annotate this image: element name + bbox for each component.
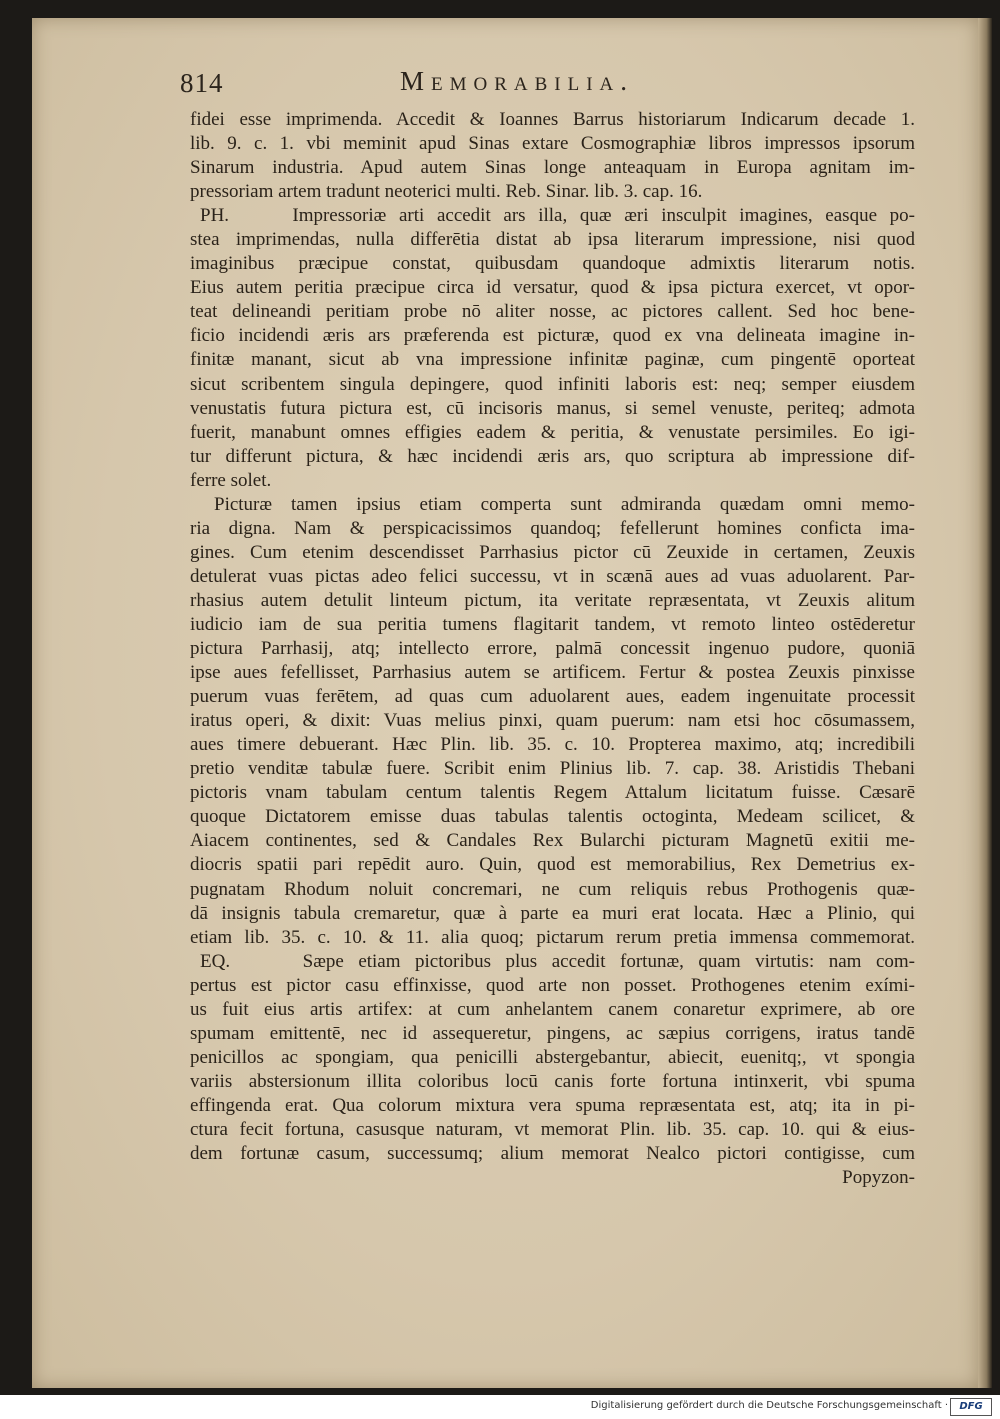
running-title: Memorabilia.	[400, 66, 635, 96]
text-line: pictura Parrhasij, atq; intellecto errore, palmā concessit ingenuo pudore, quoniā	[190, 638, 915, 660]
text-line: pretio venditæ tabulæ fuere. Scribit enim Plinius lib. 7. cap. 38. Aristidis Thebani	[190, 758, 915, 780]
text-line: imaginibus præcipue constat, quibusdam quandoque admixtis literarum notis.	[190, 253, 915, 275]
text-line: iudicio iam de sua peritia tumens flagitarit tandem, vt remoto linteo ostēderetur	[190, 613, 915, 635]
text-line: penicillos ac spongiam, qua penicilli abstergebantur, abiecit, euenitq;, vt spongia	[190, 1046, 915, 1068]
dfg-logo-icon: DFG	[950, 1398, 992, 1416]
text-line: us fuit eius artis artifex: at cum anhelantem canem conaretur exprimere, ab ore	[190, 998, 915, 1020]
text-line: EQ. Sæpe etiam pictoribus plus accedit fortunæ, quam virtutis: nam com-	[200, 950, 915, 972]
text-line: dā insignis tabula cremaretur, quæ à parte ea muri erat locata. Hæc a Plinio, qui	[190, 902, 915, 924]
text-line: teat delineandi peritiam probe nō aliter nosse, ac pictores callent. Sed hoc bene-	[190, 301, 915, 323]
text-line: stea imprimendas, nulla differētia distat ab ipsa literarum impressione, nisi quod	[190, 229, 915, 251]
funding-credit: Digitalisierung gefördert durch die Deutsche Forschungsgemeinschaft ·	[590, 1400, 948, 1411]
text-line: effingenda erat. Qua colorum mixtura vera spuma repræsentata est, atq; ita in pi-	[190, 1094, 915, 1116]
text-line: rhasius autem detulit linteum pictum, ita veritate repræsentata, vt Zeuxis alitum	[190, 589, 915, 611]
text-line: ipse aues fefellisset, Parrhasius autem se artificem. Fertur & postea Zeuxis pinxisse	[190, 662, 915, 684]
digitization-footer	[0, 1395, 1000, 1419]
text-line: ctura fecit fortuna, casusque naturam, vt memorat Plin. lib. 35. cap. 10. qui & eius-	[190, 1118, 915, 1140]
text-line: gines. Cum etenim descendisset Parrhasius pictor cū Zeuxide in certamen, Zeuxis	[190, 541, 915, 563]
text-line: Aiacem continentes, sed & Candales Rex Bularchi picturam Magnetū exitii me-	[190, 830, 915, 852]
page-number: 814	[180, 68, 224, 98]
text-line: quoque Dictatorem emisse duas tabulas talentis octoginta, Medeam scilicet, &	[190, 806, 915, 828]
text-line: ferre solet.	[190, 469, 272, 491]
text-line: dem fortunæ casum, successumq; alium memorat Nealco pictori contigisse, cum	[190, 1143, 915, 1165]
text-line: aues timere debuerant. Hæc Plin. lib. 35. c. 10. Propterea maximo, atq; incredibili	[190, 734, 915, 756]
text-line: fidei esse imprimenda. Accedit & Ioannes Barrus historiarum Indicarum decade 1.	[190, 109, 915, 130]
text-line: PH. Impressoriæ arti accedit ars illa, quæ æri insculpit imagines, easque po-	[200, 205, 915, 227]
text-line: pictoris vnam tabulam centum talentis Regem Attalum licitatum fuisse. Cæsarē	[190, 782, 915, 804]
text-line: Sinarum industria. Apud autem Sinas longe anteaquam in Europa agnitam im-	[190, 157, 915, 179]
text-line: Picturæ tamen ipsius etiam comperta sunt admiranda quædam omni memo-	[214, 493, 915, 515]
page-edge	[978, 18, 992, 1388]
text-line: variis abstersionum illita coloribus locū canis forte fortuna intinxerit, vbi spuma	[190, 1070, 915, 1092]
text-line: Eius autem peritia præcipue circa id versatur, quod & ipsa pictura exercet, vt opor-	[190, 277, 915, 299]
text-line: ria digna. Nam & perspicacissimos quandoq; fefellerunt homines conficta ima-	[190, 517, 915, 539]
text-line: pertus est pictor casu effinxisse, quod arte non posset. Prothogenes etenim exími-	[190, 974, 915, 996]
body-text	[190, 108, 915, 1190]
text-line: pressoriam artem tradunt neoterici multi. Reb. Sinar. lib. 3. cap. 16.	[190, 181, 703, 203]
text-line: puerum vuas ferētem, ad quas cum aduolarent aues, eadem ingenuitate processit	[190, 686, 915, 708]
text-line: fuerit, manabunt omnes effigies eadem & peritia, & venustate persimiles. Eo igi-	[190, 421, 915, 443]
text-line: tur differunt pictura, & hæc incidendi æris ars, quo scriptura ab impressione dif-	[190, 445, 915, 467]
text-line: pugnatam Rhodum noluit concremari, ne cum reliquis rebus Prothogenis quæ-	[190, 878, 915, 900]
text-line: detulerat vuas pictas adeo felici successu, vt in scænā aues ad vuas aduolarent. Par-	[190, 565, 915, 587]
page-header	[180, 66, 920, 100]
text-line: spumam emittentē, nec id assequeretur, pingens, ac sæpius corrigens, iratus tandē	[190, 1022, 915, 1044]
text-line: venustatis futura pictura est, cū incisoris manus, si semel venuste, periteq; admota	[190, 397, 915, 419]
text-line: etiam lib. 35. c. 10. & 11. alia quoq; pictarum rerum pretia immensa commemorat.	[190, 926, 915, 948]
text-line: lib. 9. c. 1. vbi meminit apud Sinas extare Cosmographiæ libros impressos ipsorum	[190, 133, 915, 155]
text-line: sicut scribentem singula depingere, quod infiniti laboris est: neq; semper eiusdem	[190, 373, 915, 395]
text-line: ficio incidendi æris ars præferenda est picturæ, quod ex vna delineata imagine in-	[190, 325, 915, 347]
text-line: diocris spatii pari repēdit auro. Quin, quod est memorabilius, Rex Demetrius ex-	[190, 854, 915, 876]
text-line: finitæ manant, sicut ab vna impressione infinitæ paginæ, cum pingentē oporteat	[190, 349, 915, 371]
text-line: iratus operi, & dixit: Vuas melius pinxi, quam puerum: nam etsi hoc cōsumassem,	[190, 710, 915, 732]
catchword: Popyzon-	[842, 1167, 915, 1189]
